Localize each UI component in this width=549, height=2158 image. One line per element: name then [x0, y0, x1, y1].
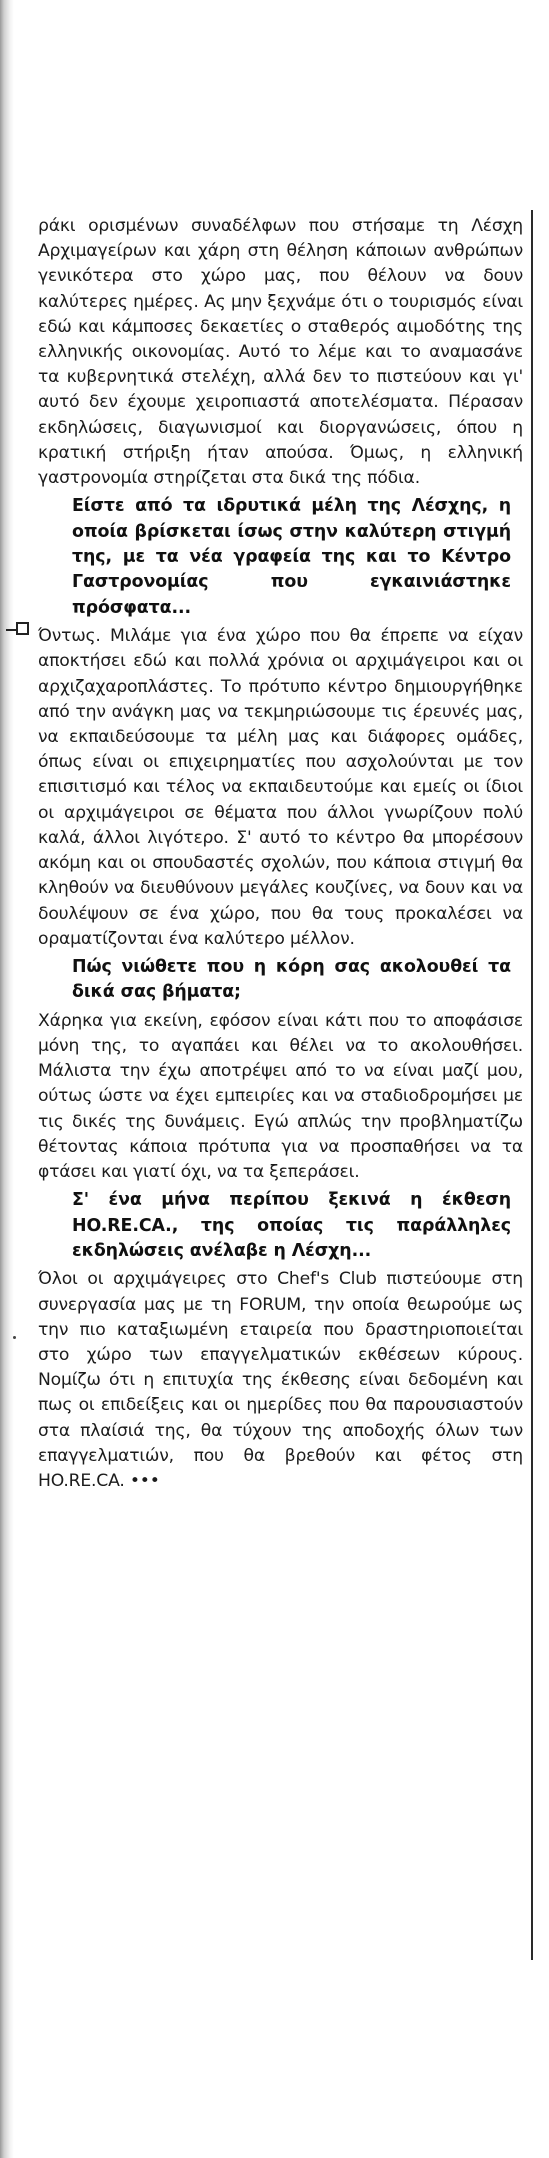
answer-founding-member: Όντως. Μιλάμε για ένα χώρο που θα έπρεπε να είχαν αποκτήσει εδώ και πολλά χρόνια οι αρχιμάγειροι και οι αρχιζαχαροπλάστες. Το πρότυπο κέντρο δημιουργήθηκε από την ανάγκη μας να τεκμηριώσουμε τις έρευνές μας, να εκπαιδεύσουμε τα μέλη μας και διάφορες ομάδες, όπως είναι οι επιχειρηματίες που ασχολούνται με τον επισιτισμό και τέλος να εκπαιδευτούμε και εμείς οι ίδιοι οι αρχιμάγειροι σε θέματα που άλλοι γνωρίζουν πολύ καλά, άλλοι λιγότερο. Σ' αυτό το κέντρο θα μπορέσουν ακόμη και οι σπουδαστές σχολών, που κάποια στιγμή θα κληθούν να διευθύνουν μεγάλες κουζίνες, να δουν και να δουλέψουν σε ένα χώρο, που θα τους προκαλέσει να οραματίζονται ένα καλύτερο μέλλον. [38, 626, 523, 949]
question-founding-member: Είστε από τα ιδρυτικά μέλη της Λέσχης, η οποία βρίσκεται ίσως στην καλύτερη στιγμή της, με τα νέα γραφεία της και το Κέντρο Γαστρονομίας που εγκαινιάστηκε πρόσφατα... [72, 496, 511, 618]
interview-article [38, 214, 523, 1494]
scan-edge-shadow [0, 0, 14, 2158]
question-horeca: Σ' ένα μήνα περίπου ξεκινά η έκθεση HO.RE.CA., της οποίας τις παράλληλες εκδηλώσεις ανέλαβε η Λέσχη... [72, 1190, 511, 1261]
square-marker-icon [6, 620, 36, 640]
marker-tick [6, 629, 16, 631]
marker-box [16, 622, 29, 635]
print-speck [13, 1336, 16, 1339]
answer-daughter: Χάρηκα για εκείνη, εφόσον είναι κάτι που το αποφάσισε μόνη της, το αγαπάει και θέλει να το ακολουθήσει. Μάλιστα την έχω αποτρέψει από το να είναι μαζί μου, ούτως ώστε να έχει εμπειρίες και να σταδιοδρομήσει με τις δικές της δυνάμεις. Εγώ απλώς την προβληματίζω θέτοντας κάποια πρότυπα για να προσπαθήσει να τα φτάσει και γιατί όχι, να τα ξεπεράσει. [38, 1010, 523, 1182]
question-daughter: Πώς νιώθετε που η κόρη σας ακολουθεί τα δικά σας βήματα; [72, 956, 511, 1003]
answer-horeca: Όλοι οι αρχιμάγειρες στο Chef's Club πιστεύουμε στη συνεργασία μας με τη FORUM, την οποία θεωρούμε ως την πιο καταξιωμένη εταιρεία που δραστηριοποιείται στο χώρο των επαγγελματικών εκθέσεων κύρους. Νομίζω ότι η επιτυχία της έκθεσης είναι δεδομένη και πως οι επιδείξεις και οι ημερίδες που θα παρουσιαστούν στα πλαίσιά της, θα τύχουν της αποδοχής όλων των επαγγελματιών, που θα βρεθούν και φέτος στη HO.RE.CA. ••• [38, 1269, 523, 1491]
column-rule [531, 210, 533, 1960]
paragraph-intro: ράκι ορισμένων συναδέλφων που στήσαμε τη Λέσχη Αρχιμαγείρων και χάρη στη θέληση κάποιων ανθρώπων γενικότερα στο χώρο μας, που θέλουν να δουν καλύτερες ημέρες. Ας μην ξεχνάμε ότι ο τουρισμός είναι εδώ και κάμποσες δεκαετίες ο σταθερός αιμοδότης της ελληνικής οικονομίας. Αυτό το λέμε και το αναμασάνε τα κυβερνητικά στελέχη, αλλά δεν το πιστεύουν και γι' αυτό δεν έχουμε χειροπιαστά αποτελέσματα. Πέρασαν εκδηλώσεις, διαγωνισμοί και διοργανώσεις, όπου η κρατική στήριξη ήταν απούσα. Όμως, η ελληνική γαστρονομία στηρίζεται στα δικά της πόδια. [38, 216, 523, 489]
